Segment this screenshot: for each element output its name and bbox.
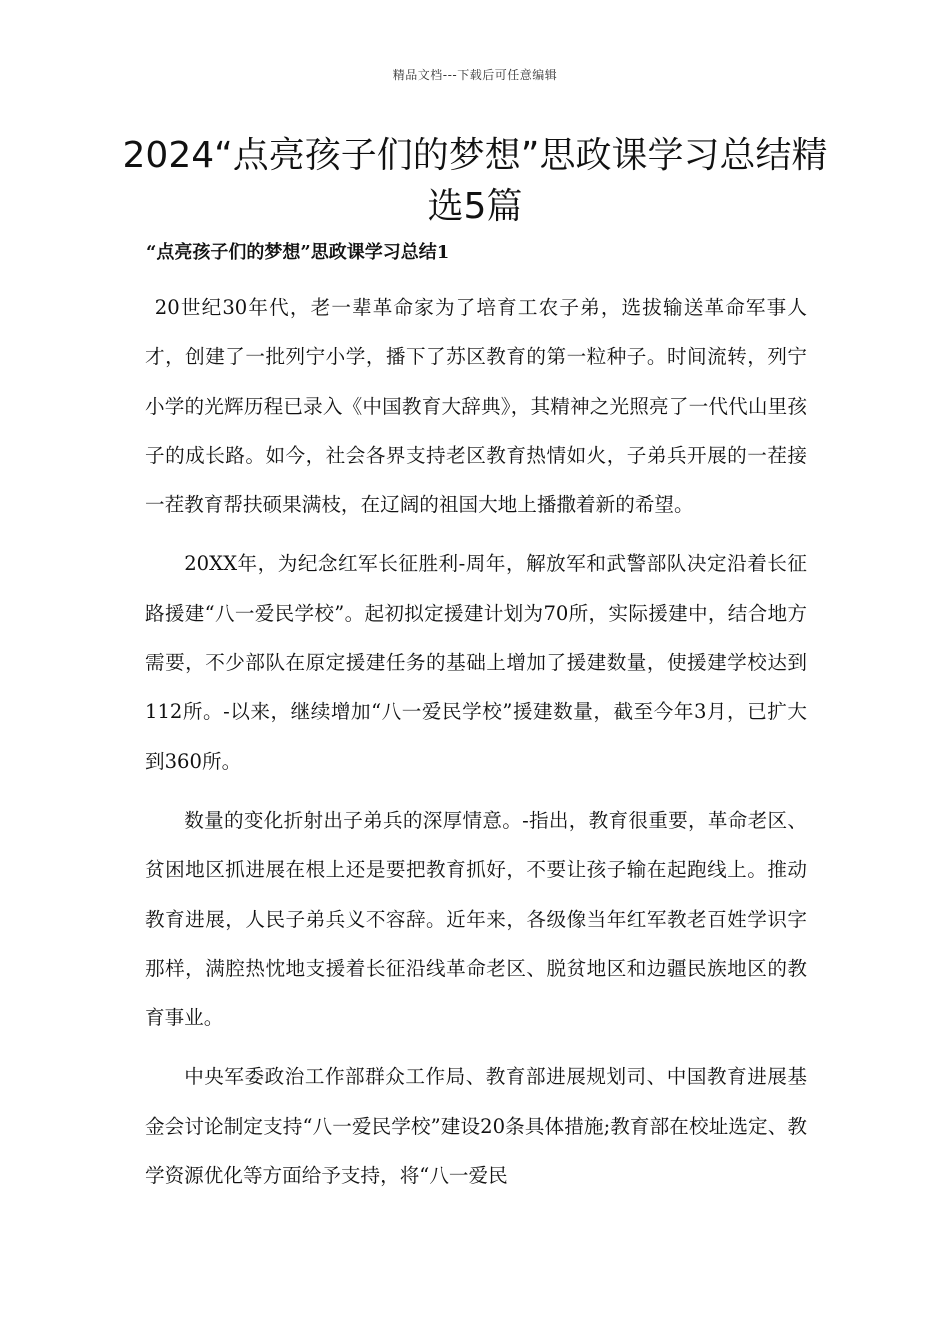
paragraph-4: 中央军委政治工作部群众工作局、教育部进展规划司、中国教育进展基金会讨论制定支持“八一爱民学校”建设20条具体措施;教育部在校址选定、教学资源优化等方面给予支持，将“八一爱民 xyxy=(145,1065,807,1188)
header-note: 精品文档---下载后可任意编辑 xyxy=(392,68,558,82)
paragraph-3: 数量的变化折射出子弟兵的深厚情意。-指出，教育很重要，革命老区、贫困地区抓进展在根上还是要把教育抓好，不要让孩子输在起跑线上。推动教育进展，人民子弟兵义不容辞。近年来，各级像当年红军教老百姓学识字那样，满腔热忱地支援着长征沿线革命老区、脱贫地区和边疆民族地区的教育事业。 xyxy=(145,808,807,1030)
paragraph-1: 20世纪30年代，老一辈革命家为了培育工农子弟，选拔输送革命军事人才，创建了一批列宁小学，播下了苏区教育的第一粒种子。时间流转，列宁小学的光辉历程已录入《中国教育大辞典》，其精神之光照亮了一代代山里孩子的成长路。如今，社会各界支持老区教育热情如火，子弟兵开展的一茬接一茬教育帮扶硕果满枝，在辽阔的祖国大地上播撒着新的希望。 xyxy=(145,296,807,517)
section-heading: “点亮孩子们的梦想”思政课学习总结1 xyxy=(146,242,450,263)
body-text xyxy=(145,283,807,1210)
document-title: 2024“点亮孩子们的梦想”思政课学习总结精选5篇 xyxy=(122,135,828,227)
paragraph-2: 20XX年，为纪念红军长征胜利-周年，解放军和武警部队决定沿着长征路援建“八一爱民学校”。起初拟定援建计划为70所，实际援建中，结合地方需要，不少部队在原定援建任务的基础上增加了援建数量，使援建学校达到112所。-以来，继续增加“八一爱民学校”援建数量，截至今年3月，已扩大到360所。 xyxy=(145,552,807,773)
